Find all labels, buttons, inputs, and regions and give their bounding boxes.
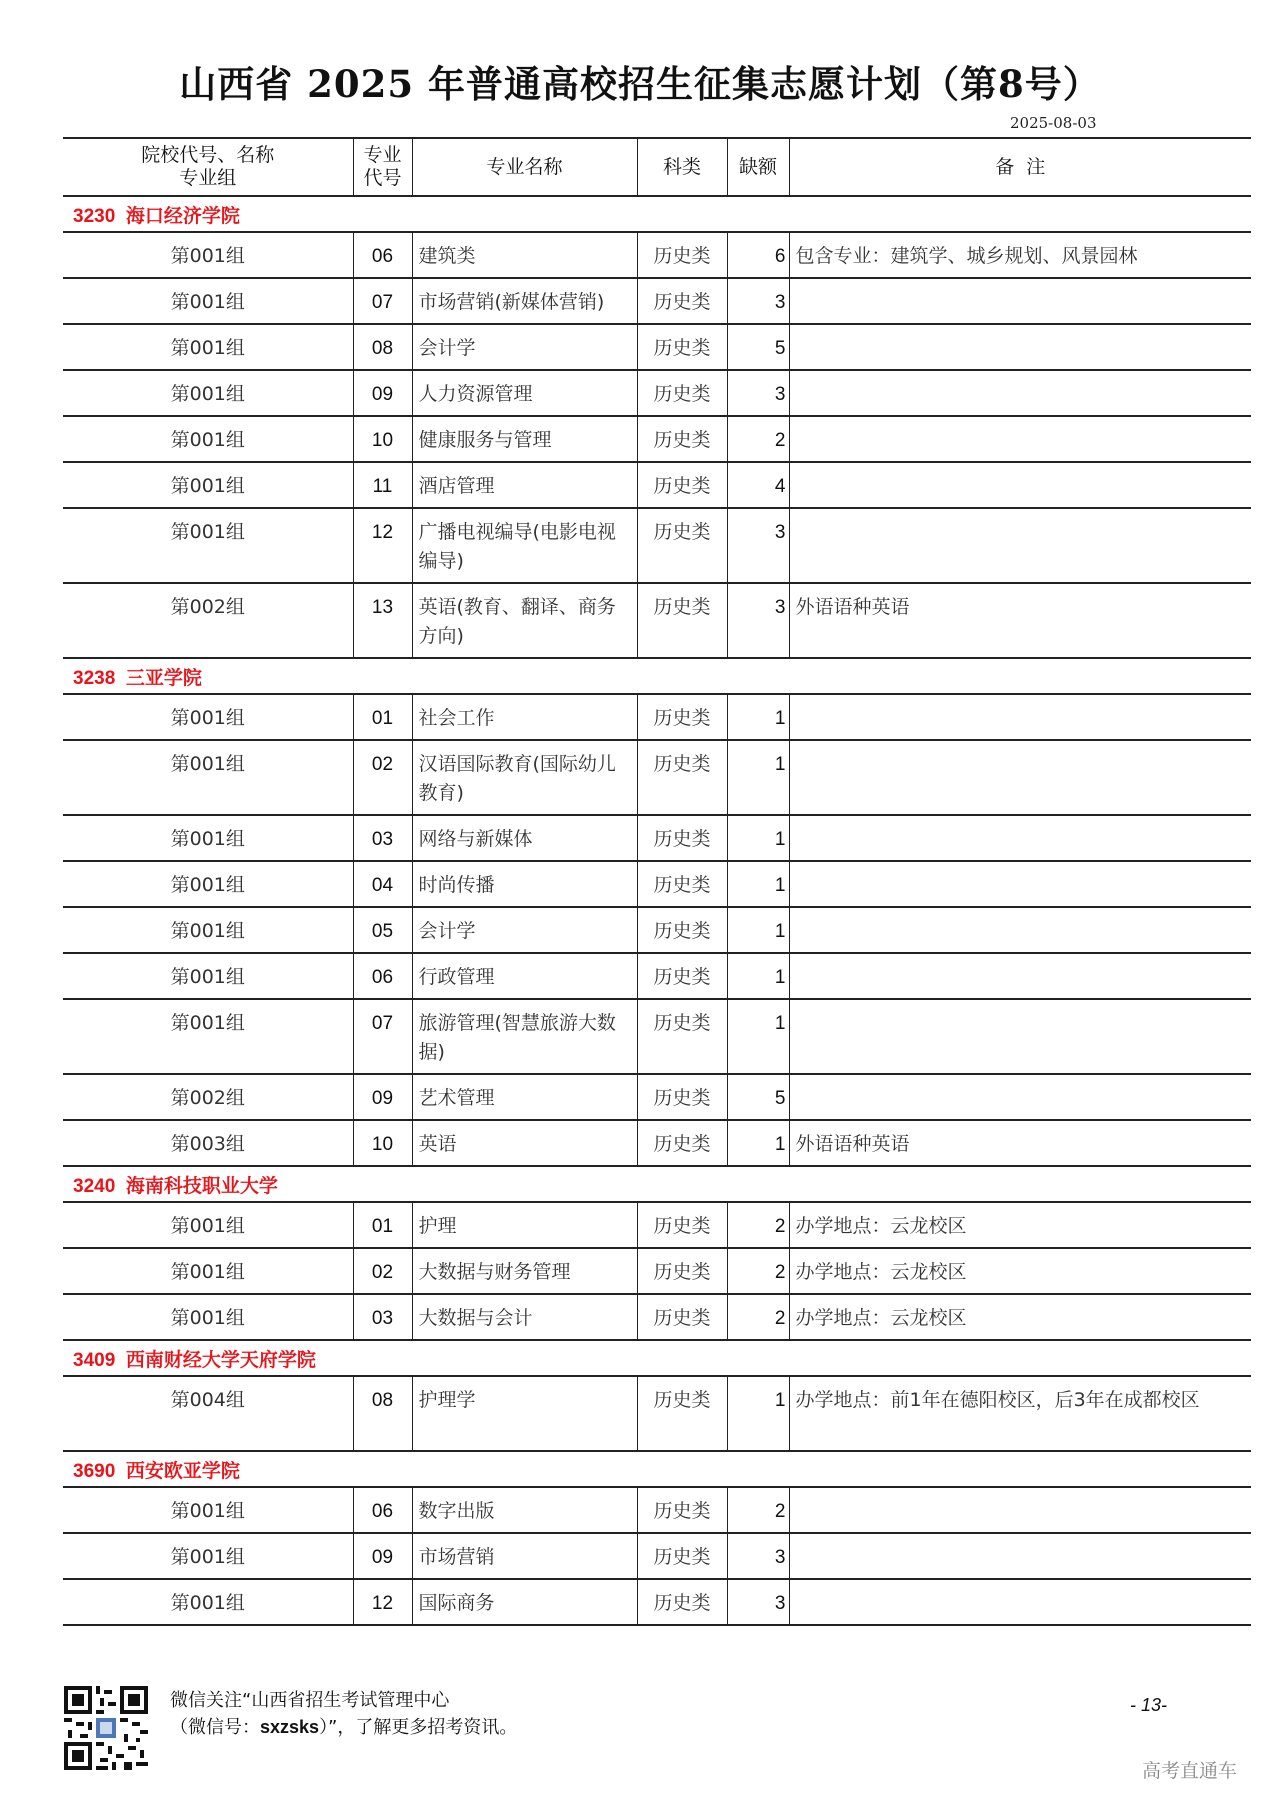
- major-code-cell: 09: [353, 370, 412, 416]
- table-row: [63, 416, 1251, 462]
- group-cell: 第001组: [63, 1579, 353, 1625]
- header-note: 备 注: [789, 138, 1251, 196]
- major-code-cell: 06: [353, 1487, 412, 1533]
- header-major-name: 专业名称: [412, 138, 637, 196]
- major-code-cell: 07: [353, 999, 412, 1074]
- wechat-id: sxzsks: [260, 1717, 320, 1737]
- major-code-cell: 03: [353, 815, 412, 861]
- category-cell: 历史类: [637, 1579, 727, 1625]
- table-row: [63, 815, 1251, 861]
- quota-cell: 3: [727, 1579, 789, 1625]
- group-cell: 第001组: [63, 324, 353, 370]
- note-cell: [789, 907, 1251, 953]
- note-cell: [789, 815, 1251, 861]
- group-cell: 第001组: [63, 1294, 353, 1340]
- major-code-cell: 01: [353, 1202, 412, 1248]
- quota-cell: 1: [727, 907, 789, 953]
- major-name-cell: 网络与新媒体: [412, 815, 637, 861]
- category-cell: 历史类: [637, 1376, 727, 1451]
- quota-cell: 3: [727, 508, 789, 583]
- major-name-cell: 国际商务: [412, 1579, 637, 1625]
- major-name-cell: 时尚传播: [412, 861, 637, 907]
- category-cell: 历史类: [637, 815, 727, 861]
- major-name-cell: 健康服务与管理: [412, 416, 637, 462]
- school-heading: 3240 海南科技职业大学: [63, 1166, 1251, 1202]
- major-code-cell: 10: [353, 1120, 412, 1166]
- major-code-cell: 09: [353, 1074, 412, 1120]
- header-school-line1: 院校代号、名称: [141, 144, 275, 166]
- group-cell: 第001组: [63, 907, 353, 953]
- major-code-cell: 13: [353, 583, 412, 658]
- note-cell: [789, 740, 1251, 815]
- group-cell: 第001组: [63, 462, 353, 508]
- footer-line2-suffix: ）”，了解更多招考资讯。: [319, 1717, 518, 1738]
- quota-cell: 5: [727, 1074, 789, 1120]
- table-row: [63, 861, 1251, 907]
- major-name-cell: 广播电视编导(电影电视编导): [412, 508, 637, 583]
- quota-cell: 3: [727, 583, 789, 658]
- category-cell: 历史类: [637, 583, 727, 658]
- group-cell: 第001组: [63, 1487, 353, 1533]
- enrollment-plan-table: [63, 137, 1251, 1626]
- table-row: [63, 324, 1251, 370]
- major-code-cell: 05: [353, 907, 412, 953]
- page-number: - 13-: [1130, 1695, 1168, 1715]
- major-code-cell: 10: [353, 416, 412, 462]
- major-name-cell: 护理学: [412, 1376, 637, 1451]
- category-cell: 历史类: [637, 1248, 727, 1294]
- note-cell: [789, 1487, 1251, 1533]
- major-code-cell: 08: [353, 324, 412, 370]
- table-row: [63, 462, 1251, 508]
- major-name-cell: 英语: [412, 1120, 637, 1166]
- quota-cell: 2: [727, 1202, 789, 1248]
- header-quota: 缺额: [727, 138, 789, 196]
- quota-cell: 2: [727, 1248, 789, 1294]
- category-cell: 历史类: [637, 740, 727, 815]
- table-row: [63, 232, 1251, 278]
- major-name-cell: 人力资源管理: [412, 370, 637, 416]
- group-cell: 第001组: [63, 508, 353, 583]
- school-heading-row: [63, 1166, 1251, 1202]
- major-name-cell: 汉语国际教育(国际幼儿教育): [412, 740, 637, 815]
- note-cell: [789, 278, 1251, 324]
- page-title: 山西省 2025 年普通高校招生征集志愿计划（第8号）: [179, 62, 1101, 106]
- note-cell: [789, 1579, 1251, 1625]
- category-cell: 历史类: [637, 1120, 727, 1166]
- quota-cell: 1: [727, 694, 789, 740]
- group-cell: 第001组: [63, 370, 353, 416]
- quota-cell: 2: [727, 1294, 789, 1340]
- category-cell: 历史类: [637, 861, 727, 907]
- group-cell: 第001组: [63, 740, 353, 815]
- major-code-cell: 11: [353, 462, 412, 508]
- category-cell: 历史类: [637, 999, 727, 1074]
- category-cell: 历史类: [637, 953, 727, 999]
- major-name-cell: 会计学: [412, 907, 637, 953]
- note-cell: [789, 999, 1251, 1074]
- major-name-cell: 旅游管理(智慧旅游大数据): [412, 999, 637, 1074]
- major-code-cell: 08: [353, 1376, 412, 1451]
- table-row: [63, 1376, 1251, 1451]
- school-heading-row: [63, 1451, 1251, 1487]
- category-cell: 历史类: [637, 370, 727, 416]
- major-code-cell: 02: [353, 740, 412, 815]
- header-category: 科类: [637, 138, 727, 196]
- note-cell: [789, 953, 1251, 999]
- school-heading-row: [63, 196, 1251, 232]
- category-cell: 历史类: [637, 1074, 727, 1120]
- quota-cell: 2: [727, 416, 789, 462]
- footer-wechat-note: [170, 1688, 517, 1741]
- category-cell: 历史类: [637, 324, 727, 370]
- major-name-cell: 艺术管理: [412, 1074, 637, 1120]
- major-name-cell: 行政管理: [412, 953, 637, 999]
- group-cell: 第001组: [63, 694, 353, 740]
- quota-cell: 2: [727, 1487, 789, 1533]
- quota-cell: 3: [727, 370, 789, 416]
- school-heading: 3238 三亚学院: [63, 658, 1251, 694]
- note-cell: [789, 508, 1251, 583]
- category-cell: 历史类: [637, 462, 727, 508]
- school-heading: 3230 海口经济学院: [63, 196, 1251, 232]
- school-heading-row: [63, 1340, 1251, 1376]
- major-name-cell: 大数据与财务管理: [412, 1248, 637, 1294]
- major-name-cell: 英语(教育、翻译、商务方向): [412, 583, 637, 658]
- group-cell: 第001组: [63, 278, 353, 324]
- category-cell: 历史类: [637, 232, 727, 278]
- major-code-cell: 06: [353, 953, 412, 999]
- table-row: [63, 694, 1251, 740]
- group-cell: 第003组: [63, 1120, 353, 1166]
- note-cell: 包含专业：建筑学、城乡规划、风景园林: [789, 232, 1251, 278]
- major-code-cell: 06: [353, 232, 412, 278]
- school-heading: 3690 西安欧亚学院: [63, 1451, 1251, 1487]
- header-school-line2: 专业组: [179, 167, 237, 189]
- group-cell: 第001组: [63, 232, 353, 278]
- major-code-cell: 04: [353, 861, 412, 907]
- group-cell: 第002组: [63, 1074, 353, 1120]
- category-cell: 历史类: [637, 1533, 727, 1579]
- quota-cell: 1: [727, 1376, 789, 1451]
- major-code-cell: 01: [353, 694, 412, 740]
- note-cell: 办学地点：前1年在德阳校区，后3年在成都校区: [789, 1376, 1251, 1451]
- table-row: [63, 999, 1251, 1074]
- quota-cell: 1: [727, 953, 789, 999]
- group-cell: 第001组: [63, 953, 353, 999]
- table-row: [63, 740, 1251, 815]
- note-cell: 外语语种英语: [789, 1120, 1251, 1166]
- category-cell: 历史类: [637, 1202, 727, 1248]
- table-row: [63, 953, 1251, 999]
- table-row: [63, 1120, 1251, 1166]
- note-cell: 外语语种英语: [789, 583, 1251, 658]
- major-name-cell: 护理: [412, 1202, 637, 1248]
- group-cell: 第001组: [63, 815, 353, 861]
- table-row: [63, 583, 1251, 658]
- category-cell: 历史类: [637, 1487, 727, 1533]
- quota-cell: 1: [727, 861, 789, 907]
- table-row: [63, 278, 1251, 324]
- major-code-cell: 12: [353, 508, 412, 583]
- quota-cell: 1: [727, 999, 789, 1074]
- quota-cell: 1: [727, 740, 789, 815]
- header-code-line1: 专业: [363, 144, 402, 166]
- group-cell: 第001组: [63, 1248, 353, 1294]
- table-row: [63, 1074, 1251, 1120]
- header-school-group: [63, 138, 353, 196]
- qr-code-icon: [64, 1686, 148, 1770]
- quota-cell: 3: [727, 278, 789, 324]
- major-code-cell: 02: [353, 1248, 412, 1294]
- major-name-cell: 酒店管理: [412, 462, 637, 508]
- note-cell: [789, 416, 1251, 462]
- major-name-cell: 建筑类: [412, 232, 637, 278]
- group-cell: 第001组: [63, 999, 353, 1074]
- group-cell: 第001组: [63, 1202, 353, 1248]
- major-code-cell: 09: [353, 1533, 412, 1579]
- note-cell: [789, 462, 1251, 508]
- table-row: [63, 370, 1251, 416]
- major-code-cell: 12: [353, 1579, 412, 1625]
- group-cell: 第004组: [63, 1376, 353, 1451]
- category-cell: 历史类: [637, 1294, 727, 1340]
- note-cell: [789, 324, 1251, 370]
- note-cell: [789, 370, 1251, 416]
- table-row: [63, 1202, 1251, 1248]
- major-name-cell: 市场营销: [412, 1533, 637, 1579]
- note-cell: [789, 861, 1251, 907]
- quota-cell: 6: [727, 232, 789, 278]
- note-cell: [789, 1533, 1251, 1579]
- group-cell: 第001组: [63, 1533, 353, 1579]
- table-row: [63, 508, 1251, 583]
- category-cell: 历史类: [637, 694, 727, 740]
- note-cell: [789, 694, 1251, 740]
- watermark: 高考直通车: [1142, 1760, 1238, 1782]
- major-name-cell: 大数据与会计: [412, 1294, 637, 1340]
- footer-line2-prefix: （微信号：: [170, 1717, 260, 1738]
- major-code-cell: 03: [353, 1294, 412, 1340]
- note-cell: 办学地点：云龙校区: [789, 1294, 1251, 1340]
- note-cell: [789, 1074, 1251, 1120]
- note-cell: 办学地点：云龙校区: [789, 1248, 1251, 1294]
- quota-cell: 5: [727, 324, 789, 370]
- table-row: [63, 1294, 1251, 1340]
- category-cell: 历史类: [637, 508, 727, 583]
- table-header-row: [63, 138, 1251, 196]
- quota-cell: 1: [727, 1120, 789, 1166]
- major-code-cell: 07: [353, 278, 412, 324]
- table-row: [63, 1579, 1251, 1625]
- school-heading-row: [63, 658, 1251, 694]
- table-row: [63, 907, 1251, 953]
- group-cell: 第001组: [63, 861, 353, 907]
- major-name-cell: 市场营销(新媒体营销): [412, 278, 637, 324]
- table-row: [63, 1533, 1251, 1579]
- note-cell: 办学地点：云龙校区: [789, 1202, 1251, 1248]
- school-heading: 3409 西南财经大学天府学院: [63, 1340, 1251, 1376]
- quota-cell: 1: [727, 815, 789, 861]
- category-cell: 历史类: [637, 907, 727, 953]
- footer-line2: [170, 1714, 517, 1741]
- major-name-cell: 数字出版: [412, 1487, 637, 1533]
- major-name-cell: 会计学: [412, 324, 637, 370]
- header-major-code: [353, 138, 412, 196]
- header-code-line2: 代号: [363, 167, 402, 189]
- group-cell: 第002组: [63, 583, 353, 658]
- table-row: [63, 1487, 1251, 1533]
- major-name-cell: 社会工作: [412, 694, 637, 740]
- category-cell: 历史类: [637, 278, 727, 324]
- footer-line1: 微信关注“山西省招生考试管理中心: [170, 1690, 450, 1711]
- category-cell: 历史类: [637, 416, 727, 462]
- quota-cell: 3: [727, 1533, 789, 1579]
- table-row: [63, 1248, 1251, 1294]
- publish-date: 2025-08-03: [1010, 114, 1097, 132]
- quota-cell: 4: [727, 462, 789, 508]
- group-cell: 第001组: [63, 416, 353, 462]
